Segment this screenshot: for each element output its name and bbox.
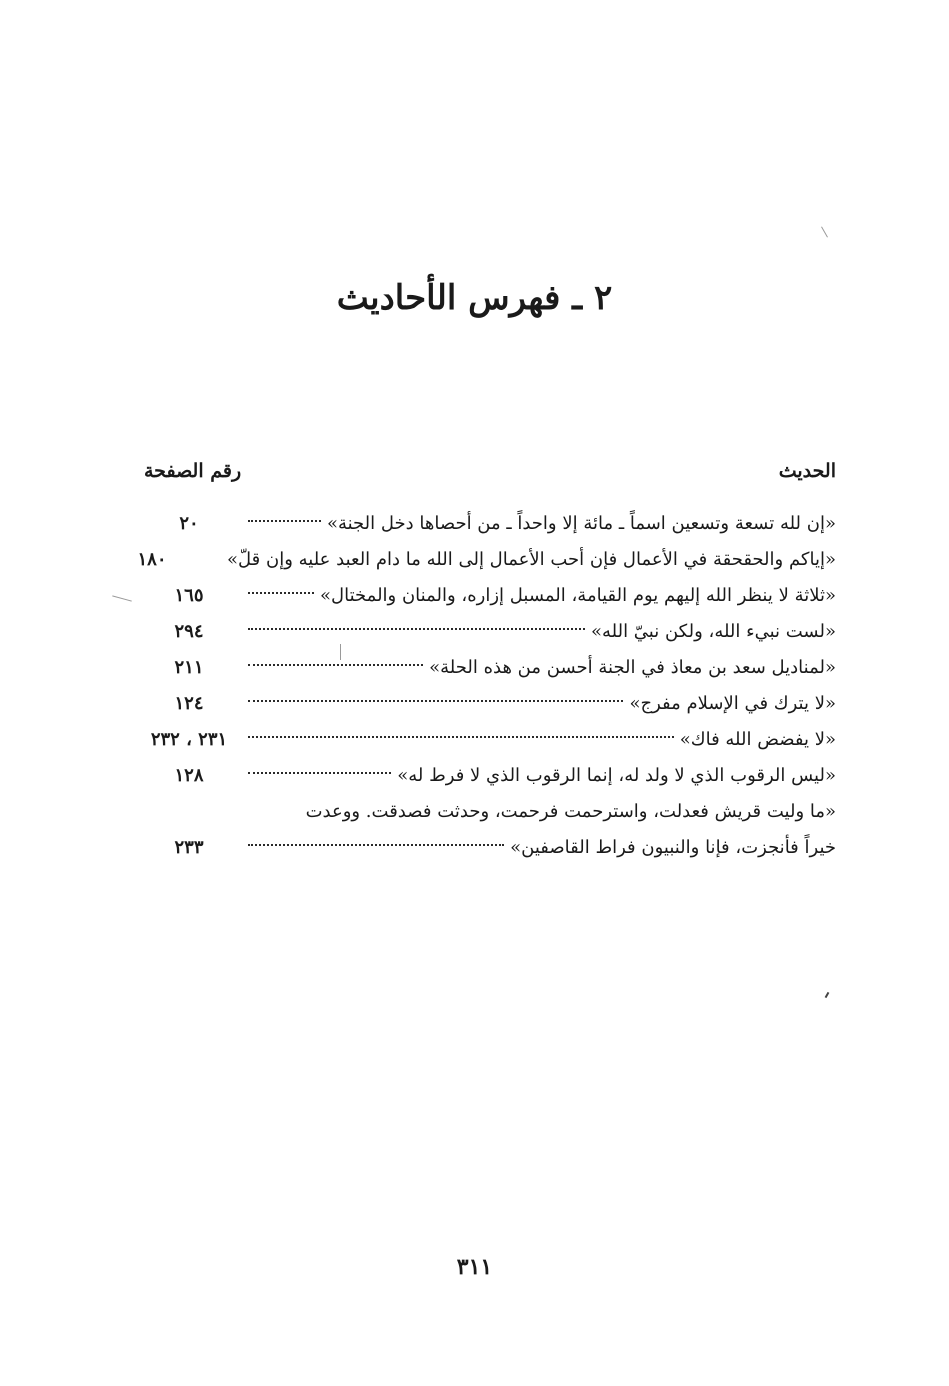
hadith-text: «لست نبيء الله، ولكن نبيّ الله» [590,621,836,642]
dot-leader [248,591,314,594]
hadith-index-list [130,506,836,866]
list-item [130,614,836,650]
page-reference: ٢٩٤ [174,621,204,642]
page-reference: ٢١١ [174,657,204,678]
scan-mark [825,992,830,998]
hadith-text-line-2: خيراً فأنجزت، فإنا والنبيون فراط القاصفين» [510,837,836,858]
scan-mark [112,595,132,601]
column-headers [130,460,836,490]
page-reference: ٢٣٣ [174,837,204,858]
list-item [130,722,836,758]
page-number: ٣١١ [456,1254,493,1280]
dot-leader [248,843,504,846]
scan-mark [821,227,828,238]
page-title: ٢ ـ فهرس الأحاديث [336,278,613,318]
dot-leader [248,699,623,702]
hadith-text: «إياكم والحقحقة في الأعمال فإن أحب الأعمال إلى الله ما دام العبد عليه وإن قلّ» [227,549,836,570]
hadith-text-line-1: «ما وليت قريش فعدلت، واسترحمت فرحمت، وحدثت فصدقت. ووعدت [305,801,836,822]
hadith-text: «لمناديل سعد بن معاذ في الجنة أحسن من هذه الحلة» [429,657,836,678]
dot-leader [248,519,321,522]
list-item [130,506,836,542]
list-item [130,686,836,722]
page-reference: ٢٣١ ، ٢٣٢ [150,729,228,750]
list-item-multiline [130,794,836,866]
page-reference: ١٢٨ [174,765,204,786]
dot-leader [211,557,221,558]
header-page-number: رقم الصفحة [144,460,242,482]
dot-leader [248,663,423,666]
list-item [130,578,836,614]
dot-leader [248,735,674,738]
hadith-text: «ثلاثة لا ينظر الله إليهم يوم القيامة، المسبل إزاره، والمنان والمختال» [320,585,836,606]
page-reference: ١٢٤ [174,693,204,714]
hadith-text: «لا يفضض الله فاك» [679,729,836,750]
header-hadith: الحديث [778,460,836,482]
list-item [130,650,836,686]
hadith-text: «لا يترك في الإسلام مفرج» [629,693,836,714]
dot-leader [248,627,585,630]
page-reference: ٢٠ [179,513,199,534]
list-item [130,758,836,794]
list-item [130,542,836,578]
page-reference: ١٨٠ [137,549,167,570]
hadith-text: «ليس الرقوب الذي لا ولد له، إنما الرقوب الذي لا فرط له» [397,765,836,786]
dot-leader [248,771,391,774]
hadith-text: «إن لله تسعة وتسعين اسماً ـ مائة إلا واحداً ـ من أحصاها دخل الجنة» [326,513,836,534]
page-reference: ١٦٥ [174,585,204,606]
scan-mark [340,644,341,660]
